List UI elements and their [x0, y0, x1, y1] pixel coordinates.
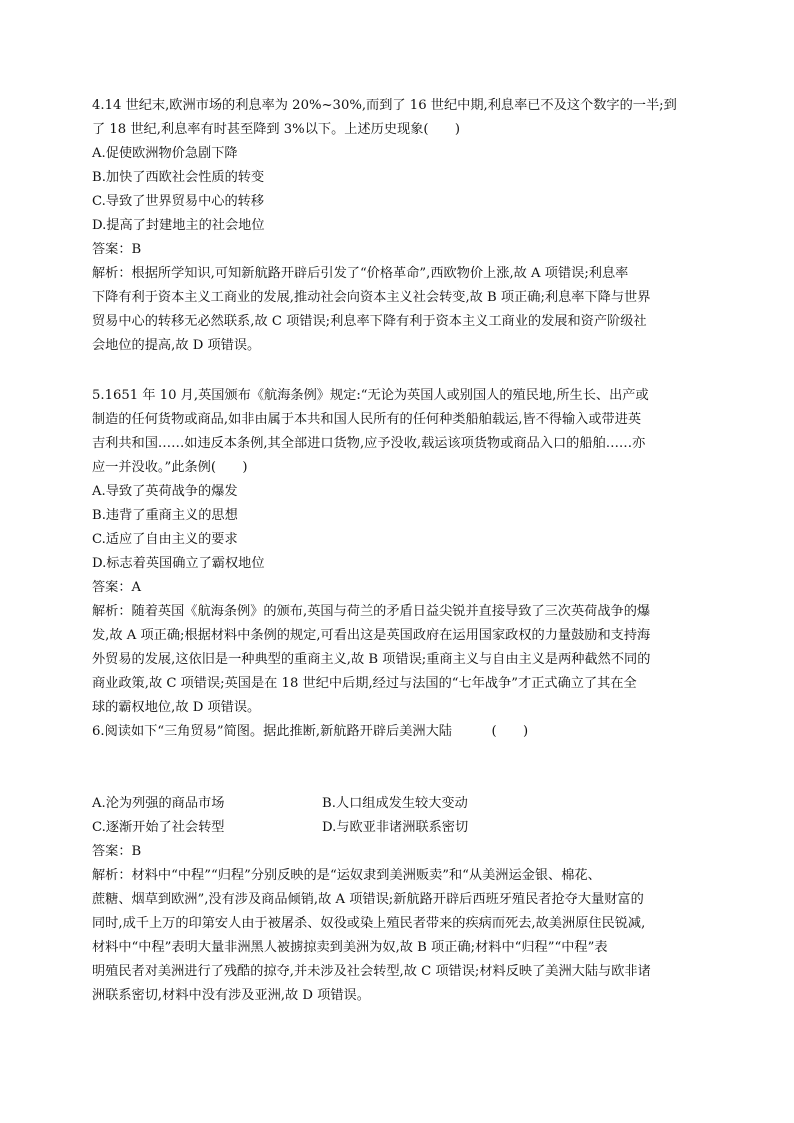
question-4-option-b: B.加快了西欧社会性质的转变 — [92, 170, 265, 185]
question-6-options-row-2 — [92, 816, 698, 840]
question-4-stem-line-2: 了 18 世纪,利息率有时甚至降到 3%以下。上述历史现象( ) — [92, 122, 461, 137]
question-6 — [92, 720, 698, 1008]
question-4-stem-line-1: 4.14 世纪末,欧洲市场的利息率为 20%~30%,而到了 16 世纪中期,利息率已不及这个数字的一半;到 — [92, 98, 677, 113]
question-5-explanation-line-5: 球的霸权地位,故 D 项错误。 — [92, 700, 261, 715]
question-5-stem-line-2: 制造的任何货物或商品,如非由属于本共和国人民所有的任何种类船舶载运,皆不得输入或带进英 — [92, 412, 642, 427]
question-5-explanation-line-3: 外贸易的发展,这依旧是一种典型的重商主义,故 B 项错误;重商主义与自由主义是两种截然不同的 — [92, 652, 651, 667]
question-5 — [92, 384, 698, 720]
question-5-explanation-line-2: 发,故 A 项正确;根据材料中条例的规定,可看出这是英国政府在运用国家政权的力量鼓励和支持海 — [92, 628, 651, 643]
question-4-option-d: D.提高了封建地主的社会地位 — [92, 218, 265, 233]
question-5-option-d: D.标志着英国确立了霸权地位 — [92, 556, 265, 571]
question-6-answer: 答案：B — [92, 844, 142, 859]
triangle-trade-figure-area — [92, 744, 698, 792]
question-4-option-c: C.导致了世界贸易中心的转移 — [92, 194, 265, 209]
question-5-answer: 答案：A — [92, 580, 142, 595]
question-6-explanation-line-3: 同时,成千上万的印第安人由于被屠杀、奴役或染上殖民者带来的疾病而死去,故美洲原住民锐减, — [92, 916, 646, 931]
question-4 — [92, 94, 698, 358]
question-4-explanation-line-4: 会地位的提高,故 D 项错误。 — [92, 338, 261, 353]
question-6-explanation-line-1: 解析：材料中“中程”“归程”分别反映的是“运奴隶到美洲贩卖”和“从美洲运金银、棉花、 — [92, 868, 601, 883]
question-6-options-row-1 — [92, 792, 698, 816]
question-5-stem-line-4: 应一并没收。”此条例( ) — [92, 460, 248, 475]
question-6-explanation-line-2: 蔗糖、烟草到欧洲”,没有涉及商品倾销,故 A 项错误;新航路开辟后西班牙殖民者抢夺大量财富的 — [92, 892, 644, 907]
question-4-answer: 答案：B — [92, 242, 142, 257]
question-5-option-b: B.违背了重商主义的思想 — [92, 508, 238, 523]
question-4-explanation-line-3: 贸易中心的转移无必然联系,故 C 项错误;利息率下降有利于资本主义工商业的发展和资产阶级社 — [92, 314, 647, 329]
question-5-option-c: C.适应了自由主义的要求 — [92, 532, 238, 547]
question-6-option-c: C.逐渐开始了社会转型 — [92, 820, 225, 835]
question-6-option-b: B.人口组成发生较大变动 — [322, 796, 468, 811]
question-6-option-d: D.与欧亚非诸洲联系密切 — [322, 820, 469, 835]
question-4-option-a: A.促使欧洲物价急剧下降 — [92, 146, 238, 161]
question-5-option-a: A.导致了英荷战争的爆发 — [92, 484, 238, 499]
question-6-explanation-line-5: 明殖民者对美洲进行了残酷的掠夺,并未涉及社会转型,故 C 项错误;材料反映了美洲大陆与欧非诸 — [92, 964, 651, 979]
question-5-stem-line-3: 吉利共和国……如违反本条例,其全部进口货物,应予没收,载运该项货物或商品入口的船舶……亦 — [92, 436, 646, 451]
question-6-explanation-line-6: 洲联系密切,材料中没有涉及亚洲,故 D 项错误。 — [92, 988, 370, 1003]
question-5-explanation-line-4: 商业政策,故 C 项错误;英国是在 18 世纪中后期,经过与法国的“七年战争”才正式确立了其在全 — [92, 676, 637, 691]
question-6-option-a: A.沦为列强的商品市场 — [92, 796, 225, 811]
question-6-explanation-line-4: 材料中“中程”表明大量非洲黑人被掳掠卖到美洲为奴,故 B 项正确;材料中“归程”“中程”表 — [92, 940, 608, 955]
question-5-explanation-line-1: 解析：随着英国《航海条例》的颁布,英国与荷兰的矛盾日益尖锐并直接导致了三次英荷战争的爆 — [92, 604, 651, 619]
question-5-stem-line-1: 5.1651 年 10 月,英国颁布《航海条例》规定:“无论为英国人或别国人的殖民地,所生长、出产或 — [92, 388, 649, 403]
question-4-explanation-line-1: 解析：根据所学知识,可知新航路开辟后引发了“价格革命”,西欧物价上涨,故 A 项错误;利息率 — [92, 266, 629, 281]
question-4-explanation-line-2: 下降有利于资本主义工商业的发展,推动社会向资本主义社会转变,故 B 项正确;利息率下降与世界 — [92, 290, 651, 305]
question-6-stem-line-1: 6.阅读如下“三角贸易”简图。据此推断,新航路开辟后美洲大陆 ( ) — [92, 724, 529, 739]
